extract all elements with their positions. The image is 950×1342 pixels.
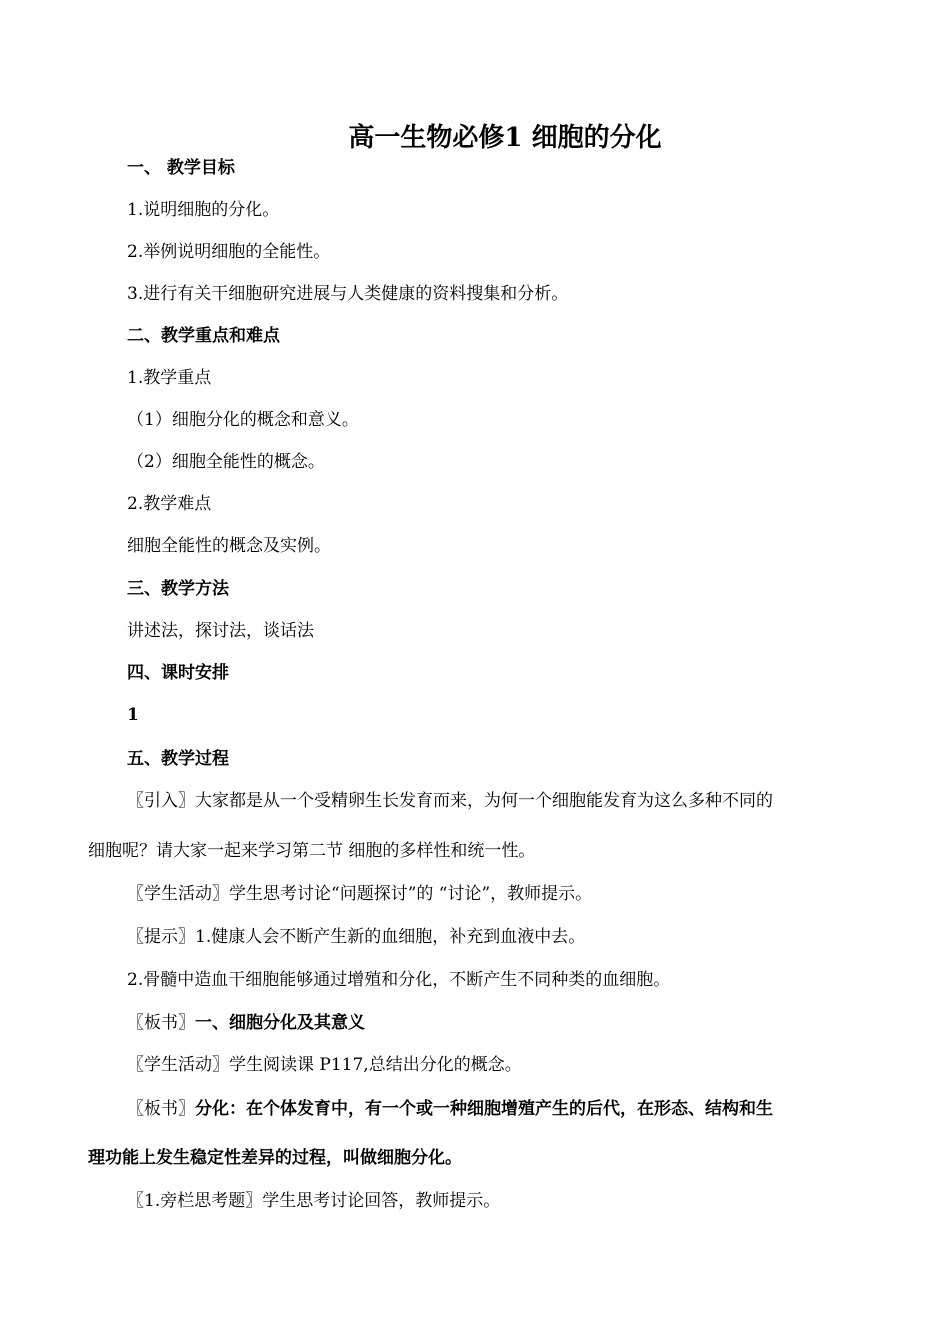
definition-text-continued: 理功能上发生稳定性差异的过程，叫做细胞分化。 (88, 1148, 462, 1168)
board-note-line (127, 1012, 365, 1034)
section-heading-objectives: 一、 教学目标 (127, 158, 235, 178)
hint-line: 2.骨髓中造血干细胞能够通过增殖和分化，不断产生不同种类的血细胞。 (127, 970, 671, 990)
board-tag: 〖板书〗 (127, 1013, 195, 1033)
definition-text: 分化：在个体发育中，有一个或一种细胞增殖产生的后代，在形态、结构和生 (195, 1099, 773, 1119)
difficulty-label: 2.教学难点 (127, 494, 212, 514)
difficulty-text: 细胞全能性的概念及实例。 (127, 536, 331, 556)
key-point-item: （2）细胞全能性的概念。 (127, 452, 325, 472)
document-title: 高一生物必修1 细胞的分化 (348, 123, 662, 153)
hint-line: 〖提示〗1.健康人会不断产生新的血细胞，补充到血液中去。 (127, 927, 586, 947)
schedule-text: 1 (127, 705, 139, 725)
key-point-item: （1）细胞分化的概念和意义。 (127, 410, 359, 430)
objective-item: 2.举例说明细胞的全能性。 (127, 242, 331, 262)
key-points-label: 1.教学重点 (127, 368, 212, 388)
board-heading: 一、细胞分化及其意义 (195, 1013, 365, 1033)
board-note-line (127, 1098, 773, 1120)
objective-item: 3.进行有关干细胞研究进展与人类健康的资料搜集和分析。 (127, 284, 569, 304)
section-heading-schedule: 四、课时安排 (127, 663, 229, 683)
objective-item: 1.说明细胞的分化。 (127, 200, 280, 220)
section-heading-process: 五、教学过程 (127, 749, 229, 769)
student-activity-line: 〖学生活动〗学生思考讨论“问题探讨”的 “讨论”，教师提示。 (127, 884, 593, 904)
intro-paragraph-line: 〖引入〗大家都是从一个受精卵生长发育而来，为何一个细胞能发育为这么多种不同的 (127, 791, 773, 811)
methods-text: 讲述法，探讨法，谈话法 (127, 621, 314, 641)
intro-paragraph-line: 细胞呢？请大家一起来学习第二节 细胞的多样性和统一性。 (88, 841, 536, 861)
section-heading-methods: 三、教学方法 (127, 579, 229, 599)
board-tag: 〖板书〗 (127, 1099, 195, 1119)
section-heading-key-points: 二、教学重点和难点 (127, 326, 280, 346)
side-question-line: 〖1.旁栏思考题〗学生思考讨论回答，教师提示。 (127, 1191, 501, 1211)
student-activity-line: 〖学生活动〗学生阅读课 P117,总结出分化的概念。 (127, 1055, 522, 1075)
